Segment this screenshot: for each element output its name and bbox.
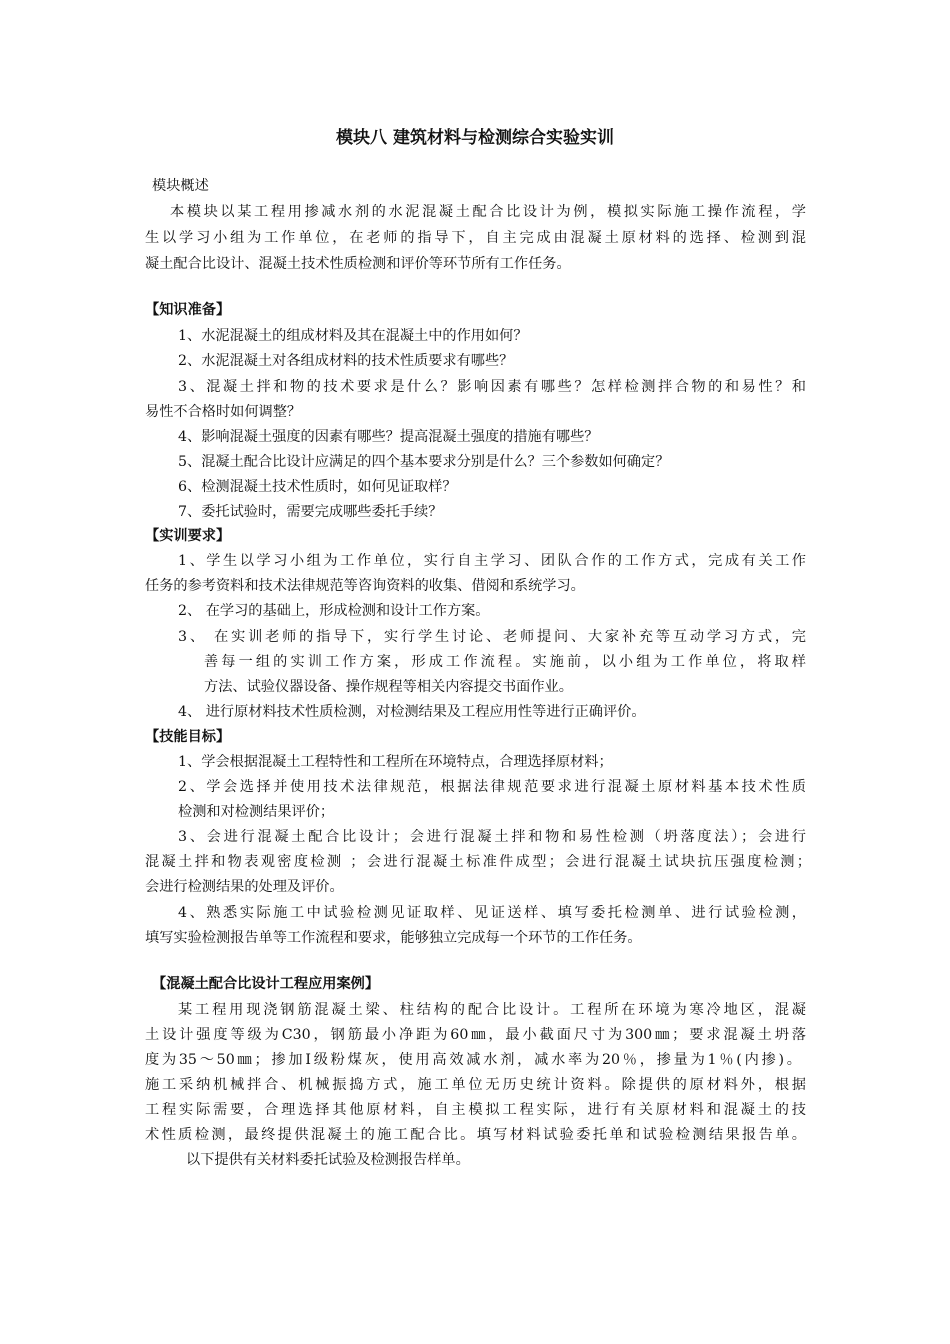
knowledge-item: 5、混凝土配合比设计应满足的四个基本要求分别是什么？三个参数如何确定？ — [178, 454, 670, 470]
case-heading: 【混凝土配合比设计工程应用案例】 — [152, 976, 380, 992]
knowledge-item: 2、水泥混凝土对各组成材料的技术性质要求有哪些？ — [178, 353, 514, 369]
case-line: 术性质检测，最终提供混凝土的施工配合比。填写材料试验委托单和试验检测结果报告单。 — [145, 1127, 806, 1143]
overview-line: 本模块以某工程用掺减水剂的水泥混凝土配合比设计为例，模拟实际施工操作流程，学 — [170, 204, 806, 220]
skills-item: 1、学会根据混凝土工程特性和工程所在环境特点，合理选择原材料； — [178, 754, 613, 770]
skills-item: 混凝土拌和物表观密度检测 ；会进行混凝土标准件成型；会进行混凝土试块抗压强度检测； — [145, 854, 811, 870]
training-item: 方法、试验仪器设备、操作规程等相关内容提交书面作业。 — [204, 679, 573, 695]
training-item: 善每一组的实训工作方案，形成工作流程。实施前，以小组为工作单位，将取样 — [204, 654, 806, 670]
case-line: 土设计强度等级为C30，钢筋最小净距为60㎜，最小截面尺寸为300㎜；要求混凝土坍落 — [145, 1027, 806, 1043]
skills-item: 填写实验检测报告单等工作流程和要求，能够独立完成每一个环节的工作任务。 — [145, 930, 642, 946]
training-heading: 【实训要求】 — [145, 528, 231, 544]
training-item: 3、 在实训老师的指导下，实行学生讨论、老师提问、大家补充等互动学习方式，完 — [178, 629, 806, 645]
knowledge-item: 1、水泥混凝土的组成材料及其在混凝土中的作用如何？ — [178, 328, 528, 344]
knowledge-heading: 【知识准备】 — [145, 302, 231, 318]
training-item: 1、学生以学习小组为工作单位，实行自主学习、团队合作的工作方式，完成有关工作 — [178, 553, 806, 569]
knowledge-item: 易性不合格时如何调整？ — [145, 404, 302, 420]
overview-line: 生以学习小组为工作单位，在老师的指导下，自主完成由混凝土原材料的选择、检测到混 — [145, 230, 806, 246]
skills-item: 2、学会选择并使用技术法律规范，根据法律规范要求进行混凝土原材料基本技术性质 — [178, 779, 806, 795]
overview-line: 凝土配合比设计、混凝土技术性质检测和评价等环节所有工作任务。 — [145, 256, 571, 272]
case-line: 度为35～50㎜；掺加Ⅰ级粉煤灰，使用高效减水剂，减水率为20％，掺量为1％(内掺)。 — [145, 1052, 801, 1068]
knowledge-item: 3、混凝土拌和物的技术要求是什么？影响因素有哪些？怎样检测拌合物的和易性？和 — [178, 379, 806, 395]
skills-item: 检测和对检测结果评价； — [178, 804, 335, 820]
training-item: 任务的参考资料和技术法律规范等咨询资料的收集、借阅和系统学习。 — [145, 578, 585, 594]
case-line: 以下提供有关材料委托试验及检测报告样单。 — [186, 1152, 470, 1168]
knowledge-item: 4、影响混凝土强度的因素有哪些？提高混凝土强度的措施有哪些？ — [178, 429, 599, 445]
training-item: 4、 进行原材料技术性质检测，对检测结果及工程应用性等进行正确评价。 — [178, 704, 646, 720]
knowledge-item: 7、委托试验时，需要完成哪些委托手续？ — [178, 504, 443, 520]
skills-item: 3、会进行混凝土配合比设计；会进行混凝土拌和物和易性检测（坍落度法）；会进行 — [178, 829, 806, 845]
overview-heading: 模块概述 — [152, 178, 209, 194]
knowledge-item: 6、检测混凝土技术性质时，如何见证取样？ — [178, 479, 457, 495]
skills-item: 会进行检测结果的处理及评价。 — [145, 879, 344, 895]
skills-item: 4、熟悉实际施工中试验检测见证取样、见证送样、填写委托检测单、进行试验检测， — [178, 905, 806, 921]
case-line: 工程实际需要，合理选择其他原材料，自主模拟工程实际，进行有关原材料和混凝土的技 — [145, 1102, 806, 1118]
case-line: 施工采纳机械拌合、机械振捣方式，施工单位无历史统计资料。除提供的原材料外，根据 — [145, 1077, 806, 1093]
case-line: 某工程用现浇钢筋混凝土梁、柱结构的配合比设计。工程所在环境为寒冷地区，混凝 — [178, 1002, 806, 1018]
page-title: 模块八 建筑材料与检测综合实验实训 — [336, 128, 614, 148]
skills-heading: 【技能目标】 — [145, 729, 231, 745]
training-item: 2、 在学习的基础上，形成检测和设计工作方案。 — [178, 603, 490, 619]
